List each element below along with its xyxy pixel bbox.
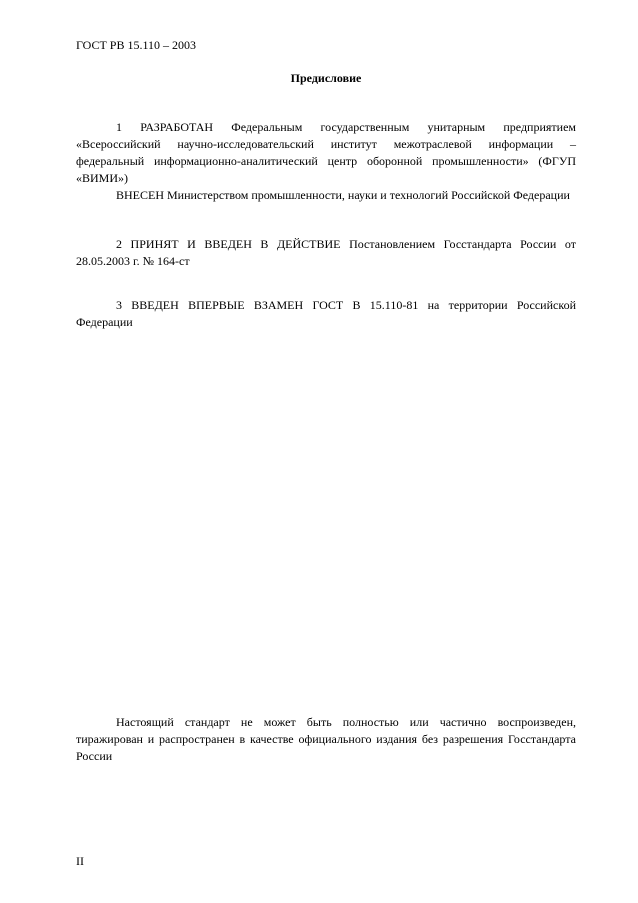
first-introduced-paragraph: 3 ВВЕДЕН ВПЕРВЫЕ ВЗАМЕН ГОСТ В 15.110-81 на территории Российской Федерации [76,298,576,329]
copyright-notice [76,714,576,765]
section-adopted [76,236,576,270]
section-first-introduced [76,297,576,331]
adopted-paragraph: 2 ПРИНЯТ И ВВЕДЕН В ДЕЙСТВИЕ Постановлением Госстандарта России от 28.05.2003 г. № 164-ст [76,237,576,268]
section-developed-by [76,119,576,204]
introduced-by-paragraph: ВНЕСЕН Министерством промышленности, науки и технологий Российской Федерации [116,188,570,202]
preface-title: Предисловие [290,71,362,85]
copyright-notice-text: Настоящий стандарт не может быть полностью или частично воспроизведен, тиражирован и распространен в качестве официального издания без разрешения Госстандарта России [76,715,576,763]
developed-by-paragraph: 1 РАЗРАБОТАН Федеральным государственным унитарным предприятием «Всероссийский научно-исследовательский институт межотраслевой информации – федеральный информационно-аналитический центр оборонной промышленности» (ФГУП «ВИМИ») [76,120,576,185]
page-number: II [76,854,84,868]
document-code-header: ГОСТ РВ 15.110 – 2003 [76,38,197,52]
